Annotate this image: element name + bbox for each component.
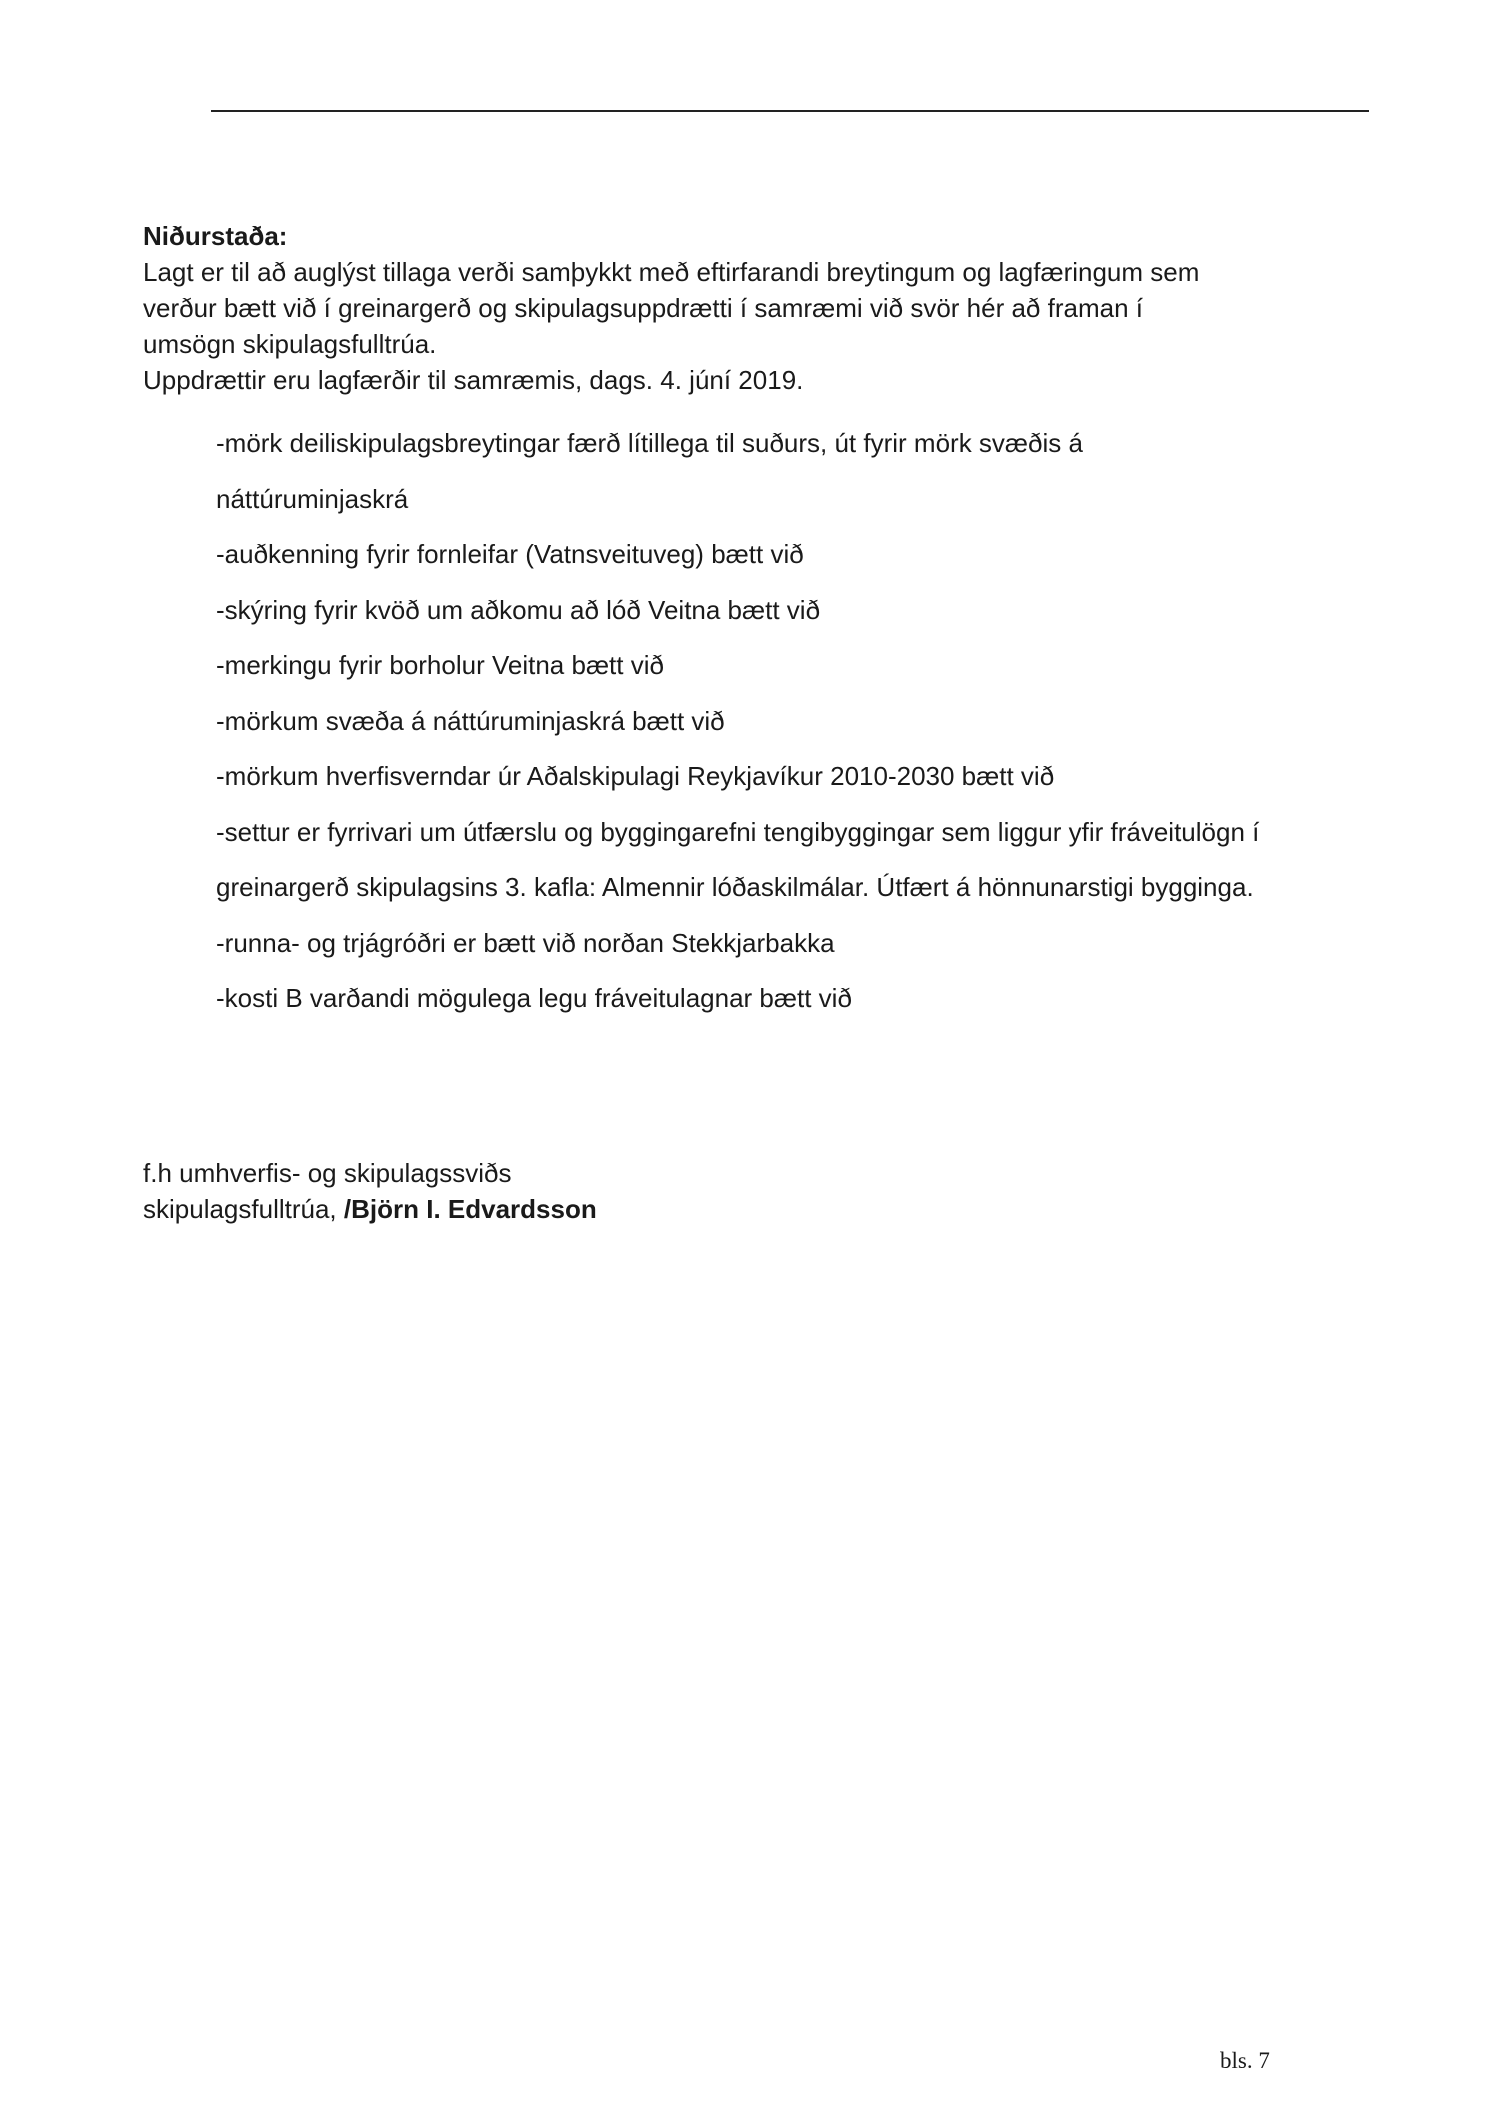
- change-item: -auðkenning fyrir fornleifar (Vatnsveituveg) bætt við: [216, 539, 804, 569]
- page-number: bls. 7: [1220, 2048, 1270, 2073]
- change-item: -kosti B varðandi mögulega legu fráveitulagnar bætt við: [216, 983, 852, 1013]
- signature-department: f.h umhverfis- og skipulagssviðs: [143, 1158, 512, 1188]
- signature-name: /Björn I. Edvardsson: [343, 1194, 597, 1224]
- intro-line: Uppdrættir eru lagfærðir til samræmis, dags. 4. júní 2019.: [143, 365, 804, 395]
- section-heading: Niðurstaða:: [143, 221, 288, 251]
- change-item: -skýring fyrir kvöð um aðkomu að lóð Veitna bætt við: [216, 594, 821, 625]
- change-item: -merkingu fyrir borholur Veitna bætt við: [216, 650, 664, 680]
- signature-title: skipulagsfulltrúa,: [143, 1194, 344, 1224]
- change-item: greinargerð skipulagsins 3. kafla: Almennir lóðaskilmálar. Útfært á hönnunarstigi bygginga.: [216, 872, 1254, 902]
- document-body: [143, 218, 1373, 1027]
- intro-line: Lagt er til að auglýst tillaga verði samþykkt með eftirfarandi breytingum og lagfæringum sem: [143, 257, 1200, 287]
- change-item: -mörkum svæða á náttúruminjaskrá bætt við: [216, 705, 725, 736]
- change-item: -settur er fyrrivari um útfærslu og byggingarefni tengibyggingar sem liggur yfir fráveitulögn í: [216, 816, 1260, 847]
- change-item: -runna- og trjágróðri er bætt við norðan Stekkjarbakka: [216, 927, 835, 958]
- change-item: -mörkum hverfisverndar úr Aðalskipulagi Reykjavíkur 2010-2030 bætt við: [216, 761, 1055, 791]
- header-rule: [211, 110, 1369, 112]
- signature-line: [143, 1191, 597, 1227]
- changes-list: [216, 416, 1373, 1027]
- change-item: -mörk deiliskipulagsbreytingar færð lítillega til suðurs, út fyrir mörk svæðis á: [216, 428, 1083, 458]
- intro-line: verður bætt við í greinargerð og skipulagsuppdrætti í samræmi við svör hér að framan í: [143, 293, 1143, 323]
- intro-line: umsögn skipulagsfulltrúa.: [143, 329, 437, 359]
- signature-block: [143, 1155, 597, 1227]
- change-item: náttúruminjaskrá: [216, 483, 409, 514]
